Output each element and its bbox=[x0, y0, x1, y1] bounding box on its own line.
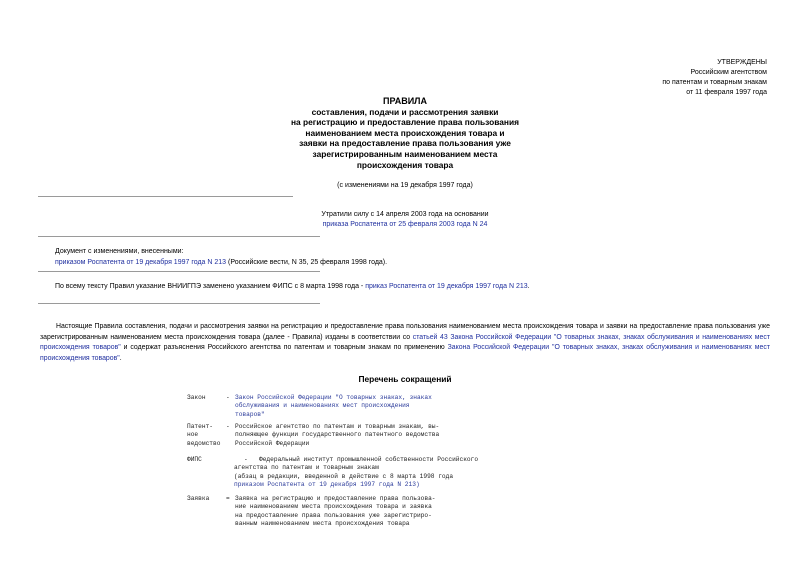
definition-line: Федеральный институт промышленной собственности Российского bbox=[259, 456, 479, 463]
divider bbox=[38, 236, 320, 237]
definition-line: на предоставление права пользования уже зарегистриро- bbox=[235, 511, 432, 519]
definition-link[interactable]: приказом Роспатента от 19 декабря 1997 года N 213) bbox=[234, 480, 420, 488]
divider bbox=[38, 271, 320, 272]
title-line: составления, подачи и рассмотрения заявки bbox=[311, 106, 499, 117]
para-text: Настоящие Правила составления, подачи и рассмотрения заявки на регистрацию и предоставление права пользования наименованием места происхождения товара и заявки на предоставление права пользования уже зарегистрированным наименованием места происхождения товара (далее - Правила) изданы в соответствии со bbox=[40, 323, 770, 341]
abbr-term: ФИПС bbox=[187, 456, 202, 463]
abbr-definition bbox=[235, 495, 436, 528]
title-head: ПРАВИЛА bbox=[383, 96, 427, 106]
abbr-term: Заявка bbox=[187, 495, 210, 502]
divider bbox=[38, 196, 293, 197]
changes-block bbox=[55, 246, 755, 268]
title-line: происхождения товара bbox=[356, 159, 454, 170]
abbreviations-title: Перечень сокращений bbox=[358, 374, 452, 384]
definition-line: обслуживания и наименованиях мест происхождения bbox=[235, 402, 410, 410]
definition-line: (абзац в редакции, введенной в действие с 8 марта 1998 года bbox=[234, 472, 454, 480]
abbr-term: Закон bbox=[187, 394, 206, 401]
divider bbox=[38, 303, 320, 304]
definition-line: товаров" bbox=[235, 410, 265, 418]
title-line: наименованием места происхождения товара и bbox=[305, 127, 505, 138]
definition-line: Российское агентство по патентам и товарным знакам, вы- bbox=[235, 423, 440, 430]
approval-line: по патентам и товарным знакам bbox=[662, 79, 767, 86]
title-line: заявки на предоставление права пользования уже bbox=[299, 138, 511, 149]
expired-notice bbox=[250, 210, 560, 230]
approval-line: Российским агентством bbox=[690, 69, 767, 76]
abbr-definition[interactable] bbox=[235, 394, 432, 419]
abbr-dash: - bbox=[226, 423, 230, 430]
abbr-dash: - bbox=[244, 456, 248, 463]
term-line: ное bbox=[187, 431, 199, 439]
intro-paragraph bbox=[40, 322, 770, 364]
law-article-link[interactable]: статьей 43 Закона Российской Федерации "О товарных знаках, знаках обслуживания и наименованиях мест происхождения товаров" bbox=[40, 333, 770, 351]
note-end: . bbox=[527, 283, 530, 290]
abbr-definition bbox=[234, 456, 478, 489]
abbr-term bbox=[187, 423, 227, 448]
note-link[interactable]: приказ Роспатента от 19 декабря 1997 года N 213 bbox=[365, 283, 528, 290]
approval-line: УТВЕРЖДЕНЫ bbox=[717, 59, 767, 66]
document-title bbox=[250, 96, 560, 170]
definition-line: ванным наименованием места происхождения товара bbox=[235, 519, 410, 527]
title-line: на регистрацию и предоставление права пользования bbox=[290, 117, 520, 128]
definition-line: Закон Российской Федерации "О товарных знаках, знаках bbox=[235, 394, 432, 401]
definition-line: ние наименованием места происхождения товара и заявка bbox=[235, 503, 432, 511]
para-text: и содержат разъяснения Российского агентства по патентам и товарным знакам по применению bbox=[120, 344, 448, 351]
expired-text: Утратили силу с 14 апреля 2003 года на основании bbox=[321, 211, 489, 218]
title-line: зарегистрированным наименованием места bbox=[312, 148, 498, 159]
term-line: ведомство bbox=[187, 439, 221, 447]
para-text: . bbox=[119, 354, 122, 362]
changes-link[interactable]: приказом Роспатента от 19 декабря 1997 года N 213 bbox=[55, 259, 227, 266]
term-line: Патент- bbox=[187, 423, 213, 430]
definition-line: агентства по патентам и товарным знакам bbox=[234, 464, 379, 472]
changes-suffix: (Российские вести, N 35, 25 февраля 1998 года). bbox=[226, 259, 388, 266]
approval-block bbox=[560, 58, 767, 98]
definition-line: Российской Федерации bbox=[235, 439, 310, 447]
changes-label: Документ с изменениями, внесенными: bbox=[55, 248, 184, 255]
amended-note: (с изменениями на 19 декабря 1997 года) bbox=[337, 182, 473, 189]
law-link[interactable]: Закона Российской Федерации "О товарных знаках, знаках обслуживания и наименованиях мест происхождения товаров" bbox=[40, 344, 770, 362]
expired-link[interactable]: приказа Роспатента от 25 февраля 2003 года N 24 bbox=[322, 221, 488, 228]
definition-line: полняющее функции государственного патентного ведомства bbox=[235, 431, 440, 439]
approval-line: от 11 февраля 1997 года bbox=[686, 89, 767, 96]
abbr-dash: = bbox=[226, 495, 230, 502]
note-text: По всему тексту Правил указание ВНИИГПЭ заменено указанием ФИПС с 8 марта 1998 года - bbox=[55, 283, 366, 290]
abbr-dash: - bbox=[226, 394, 230, 401]
definition-line: Заявка на регистрацию и предоставление права пользова- bbox=[235, 495, 436, 502]
replacement-note bbox=[55, 283, 755, 290]
abbr-definition bbox=[235, 423, 439, 448]
